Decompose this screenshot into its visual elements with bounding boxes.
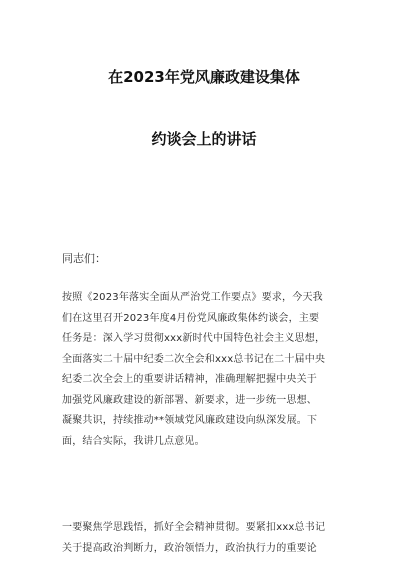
- paragraph-line: 任务是：深入学习贯彻xxx新时代中国特色社会主义思想，: [62, 333, 326, 344]
- paragraph-line: 凝聚共识，持续推动**领域党风廉政建设向纵深发展。下: [62, 415, 318, 426]
- greeting: 同志们：: [62, 252, 106, 265]
- title-line-2: 约谈会上的讲话: [151, 130, 257, 148]
- paragraph-line: 一要聚焦学思践悟，抓好全会精神贯彻。要紧扣xxx总书记: [62, 522, 326, 533]
- paragraph-line: 面，结合实际，我讲几点意见。: [62, 435, 205, 447]
- title-line-1: 在2023年党风廉政建设集体: [108, 68, 300, 86]
- paragraph-line: 关于提高政治判断力，政治领悟力，政治执行力的重要论: [62, 542, 317, 554]
- paragraph-1: [62, 288, 350, 452]
- paragraph-line: 按照《2023年落实全面从严治党工作要点》要求，今天我: [62, 292, 323, 303]
- paragraph-line: 们在这里召开2023年度4月份党风廉政集体约谈会，主要: [62, 312, 320, 324]
- paragraph-line: 纪委二次全会上的重要讲话精神，准确理解把握中央关于: [62, 374, 317, 385]
- paragraph-line: 加强党风廉政建设的新部署、新要求，进一步统一思想、: [62, 394, 317, 406]
- paragraph-line: 全面落实二十届中纪委二次全会和xxx总书记在二十届中央: [62, 353, 326, 365]
- paragraph-2: [62, 518, 350, 559]
